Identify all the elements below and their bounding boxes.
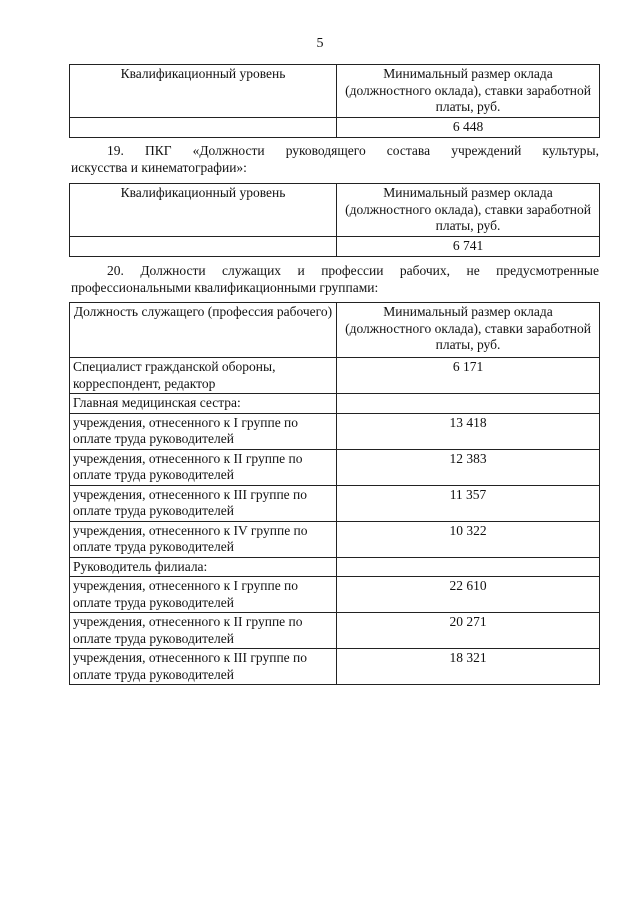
- page-number: 5: [316, 36, 324, 51]
- column-header: Минимальный размер оклада (должностного оклада), ставки заработной платы, руб.: [337, 184, 600, 237]
- paragraph-20: [71, 263, 599, 296]
- group-heading: Главная медицинская сестра:: [70, 394, 337, 414]
- table-header-row: [70, 184, 600, 237]
- position-name: учреждения, отнесенного к III группе по оплате труда руководителей: [70, 485, 337, 521]
- table-cell: [70, 118, 337, 138]
- salary-value: 20 271: [337, 613, 600, 649]
- table-header-row: [70, 65, 600, 118]
- table-row: [70, 358, 600, 394]
- table-cell: [70, 237, 337, 257]
- position-name: учреждения, отнесенного к IV группе по оплате труда руководителей: [70, 521, 337, 557]
- table-row: [70, 649, 600, 685]
- salary-value: 6 448: [337, 118, 600, 138]
- table-other-positions: [69, 302, 600, 685]
- paragraph-line: [71, 143, 599, 160]
- paragraph-line: профессиональными квалификационными группами:: [71, 279, 379, 295]
- paragraph-19: [71, 143, 599, 176]
- salary-value: 13 418: [337, 413, 600, 449]
- salary-value: 10 322: [337, 521, 600, 557]
- position-name: учреждения, отнесенного к II группе по оплате труда руководителей: [70, 449, 337, 485]
- position-name: учреждения, отнесенного к II группе по оплате труда руководителей: [70, 613, 337, 649]
- table-row: [70, 237, 600, 257]
- table-row: [70, 613, 600, 649]
- salary-value: 11 357: [337, 485, 600, 521]
- position-name: Специалист гражданской обороны, корреспондент, редактор: [70, 358, 337, 394]
- salary-value: [337, 557, 600, 577]
- table-header-row: [70, 303, 600, 358]
- group-heading: Руководитель филиала:: [70, 557, 337, 577]
- salary-value: 12 383: [337, 449, 600, 485]
- salary-value: 22 610: [337, 577, 600, 613]
- position-name: учреждения, отнесенного к I группе по оплате труда руководителей: [70, 413, 337, 449]
- table-row: [70, 577, 600, 613]
- column-header: Квалификационный уровень: [70, 184, 337, 237]
- column-header: Должность служащего (профессия рабочего): [70, 303, 337, 358]
- table-pkg-19: [69, 183, 600, 257]
- salary-value: 6 741: [337, 237, 600, 257]
- salary-value: 6 171: [337, 358, 600, 394]
- position-name: учреждения, отнесенного к I группе по оплате труда руководителей: [70, 577, 337, 613]
- column-header: Квалификационный уровень: [70, 65, 337, 118]
- table-row: [70, 521, 600, 557]
- table-row: [70, 118, 600, 138]
- table-row: [70, 557, 600, 577]
- paragraph-text: 19. ПКГ «Должности руководящего состава учреждений культуры,: [107, 143, 599, 158]
- table-row: [70, 485, 600, 521]
- column-header: Минимальный размер оклада (должностного оклада), ставки заработной платы, руб.: [337, 303, 600, 358]
- salary-value: 18 321: [337, 649, 600, 685]
- paragraph-line: [71, 263, 599, 280]
- table-row: [70, 413, 600, 449]
- paragraph-text: 20. Должности служащих и профессии рабочих, не предусмотренные: [107, 263, 599, 278]
- table-pkg-18: [69, 64, 600, 138]
- table-row: [70, 394, 600, 414]
- table-row: [70, 449, 600, 485]
- salary-value: [337, 394, 600, 414]
- paragraph-line: искусства и кинематографии»:: [71, 159, 247, 175]
- column-header: Минимальный размер оклада (должностного оклада), ставки заработной платы, руб.: [337, 65, 600, 118]
- position-name: учреждения, отнесенного к III группе по оплате труда руководителей: [70, 649, 337, 685]
